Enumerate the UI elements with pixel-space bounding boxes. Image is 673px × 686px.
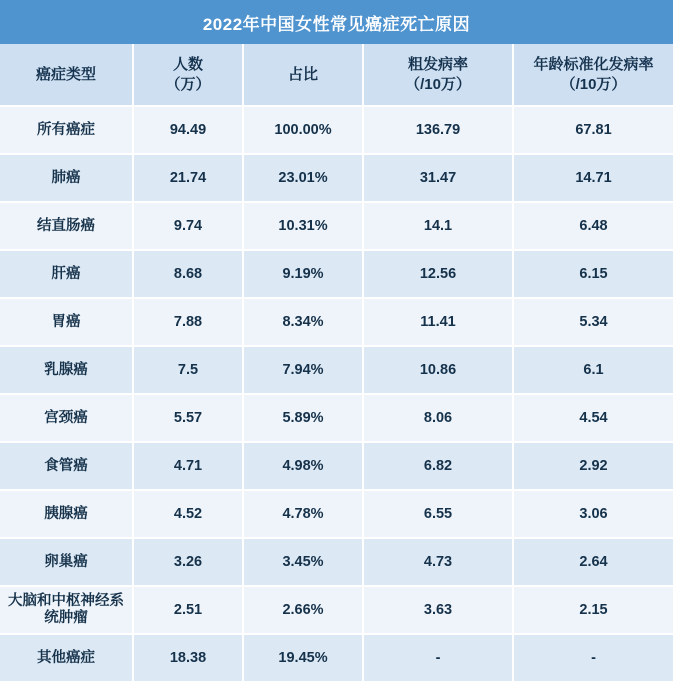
table-body bbox=[0, 106, 673, 682]
cell-crude-rate: 3.63 bbox=[363, 586, 513, 634]
column-header-cancer-type-line1: 癌症类型 bbox=[35, 65, 96, 83]
cell-count: 7.88 bbox=[133, 298, 243, 346]
table-row bbox=[0, 106, 673, 154]
cell-asr: 3.06 bbox=[513, 490, 673, 538]
cell-count: 2.51 bbox=[133, 586, 243, 634]
cell-asr: 67.81 bbox=[513, 106, 673, 154]
cell-count: 21.74 bbox=[133, 154, 243, 202]
table-row bbox=[0, 298, 673, 346]
column-header-crude-rate-line1: 粗发病率 bbox=[407, 55, 468, 73]
cell-count: 9.74 bbox=[133, 202, 243, 250]
cell-crude-rate: 136.79 bbox=[363, 106, 513, 154]
column-header-asr-line2: （/10万） bbox=[560, 75, 627, 93]
cell-share: 10.31% bbox=[243, 202, 363, 250]
column-header-share bbox=[243, 44, 363, 106]
cell-crude-rate: 11.41 bbox=[363, 298, 513, 346]
cell-count: 18.38 bbox=[133, 634, 243, 682]
cell-asr: 6.15 bbox=[513, 250, 673, 298]
cell-share: 2.66% bbox=[243, 586, 363, 634]
cell-crude-rate: 6.82 bbox=[363, 442, 513, 490]
table-row bbox=[0, 634, 673, 682]
column-header-count bbox=[133, 44, 243, 106]
column-header-count-line1: 人数 bbox=[172, 55, 203, 73]
table-row bbox=[0, 394, 673, 442]
cell-cancer-type: 其他癌症 bbox=[0, 634, 133, 682]
cell-crude-rate: - bbox=[363, 634, 513, 682]
cell-crude-rate: 14.1 bbox=[363, 202, 513, 250]
cell-count: 5.57 bbox=[133, 394, 243, 442]
table-head bbox=[0, 0, 673, 106]
cell-asr: 2.15 bbox=[513, 586, 673, 634]
cell-cancer-type: 肝癌 bbox=[0, 250, 133, 298]
cell-share: 100.00% bbox=[243, 106, 363, 154]
table-row bbox=[0, 442, 673, 490]
table-title-row bbox=[0, 0, 673, 44]
cell-cancer-type: 肺癌 bbox=[0, 154, 133, 202]
table-header-row bbox=[0, 44, 673, 106]
cell-share: 9.19% bbox=[243, 250, 363, 298]
column-header-asr-line1: 年龄标准化发病率 bbox=[533, 55, 654, 73]
table-row bbox=[0, 586, 673, 634]
cell-cancer-type: 所有癌症 bbox=[0, 106, 133, 154]
table-row bbox=[0, 250, 673, 298]
cell-share: 5.89% bbox=[243, 394, 363, 442]
cell-cancer-type: 食管癌 bbox=[0, 442, 133, 490]
table-row bbox=[0, 154, 673, 202]
cell-share: 3.45% bbox=[243, 538, 363, 586]
cell-share: 23.01% bbox=[243, 154, 363, 202]
cell-cancer-type: 大脑和中枢神经系统肿瘤 bbox=[0, 586, 133, 634]
cell-cancer-type: 卵巢癌 bbox=[0, 538, 133, 586]
cell-crude-rate: 8.06 bbox=[363, 394, 513, 442]
cell-asr: 14.71 bbox=[513, 154, 673, 202]
cell-asr: 5.34 bbox=[513, 298, 673, 346]
cell-crude-rate: 4.73 bbox=[363, 538, 513, 586]
column-header-cancer-type bbox=[0, 44, 133, 106]
cell-count: 7.5 bbox=[133, 346, 243, 394]
table-row bbox=[0, 346, 673, 394]
cell-asr: 4.54 bbox=[513, 394, 673, 442]
column-header-crude-rate-line2: （/10万） bbox=[405, 75, 471, 93]
column-header-crude-rate bbox=[363, 44, 513, 106]
cell-share: 7.94% bbox=[243, 346, 363, 394]
column-header-share-line1: 占比 bbox=[287, 65, 318, 83]
cell-crude-rate: 12.56 bbox=[363, 250, 513, 298]
table-row bbox=[0, 538, 673, 586]
cell-crude-rate: 31.47 bbox=[363, 154, 513, 202]
column-header-asr bbox=[513, 44, 673, 106]
column-header-count-line2: （万） bbox=[165, 75, 211, 93]
cell-asr: 2.92 bbox=[513, 442, 673, 490]
cell-share: 8.34% bbox=[243, 298, 363, 346]
cell-asr: - bbox=[513, 634, 673, 682]
cell-cancer-type: 结直肠癌 bbox=[0, 202, 133, 250]
cell-asr: 6.1 bbox=[513, 346, 673, 394]
cell-asr: 6.48 bbox=[513, 202, 673, 250]
cell-count: 4.71 bbox=[133, 442, 243, 490]
table-row bbox=[0, 202, 673, 250]
cell-crude-rate: 10.86 bbox=[363, 346, 513, 394]
table-row bbox=[0, 490, 673, 538]
cell-share: 4.78% bbox=[243, 490, 363, 538]
cell-count: 94.49 bbox=[133, 106, 243, 154]
cell-cancer-type: 胰腺癌 bbox=[0, 490, 133, 538]
cell-crude-rate: 6.55 bbox=[363, 490, 513, 538]
cell-cancer-type: 乳腺癌 bbox=[0, 346, 133, 394]
cell-count: 8.68 bbox=[133, 250, 243, 298]
cell-cancer-type: 胃癌 bbox=[0, 298, 133, 346]
cell-count: 3.26 bbox=[133, 538, 243, 586]
cell-share: 19.45% bbox=[243, 634, 363, 682]
cell-count: 4.52 bbox=[133, 490, 243, 538]
cell-share: 4.98% bbox=[243, 442, 363, 490]
cell-cancer-type: 宫颈癌 bbox=[0, 394, 133, 442]
page-title: 2022年中国女性常见癌症死亡原因 bbox=[0, 0, 673, 44]
cell-asr: 2.64 bbox=[513, 538, 673, 586]
